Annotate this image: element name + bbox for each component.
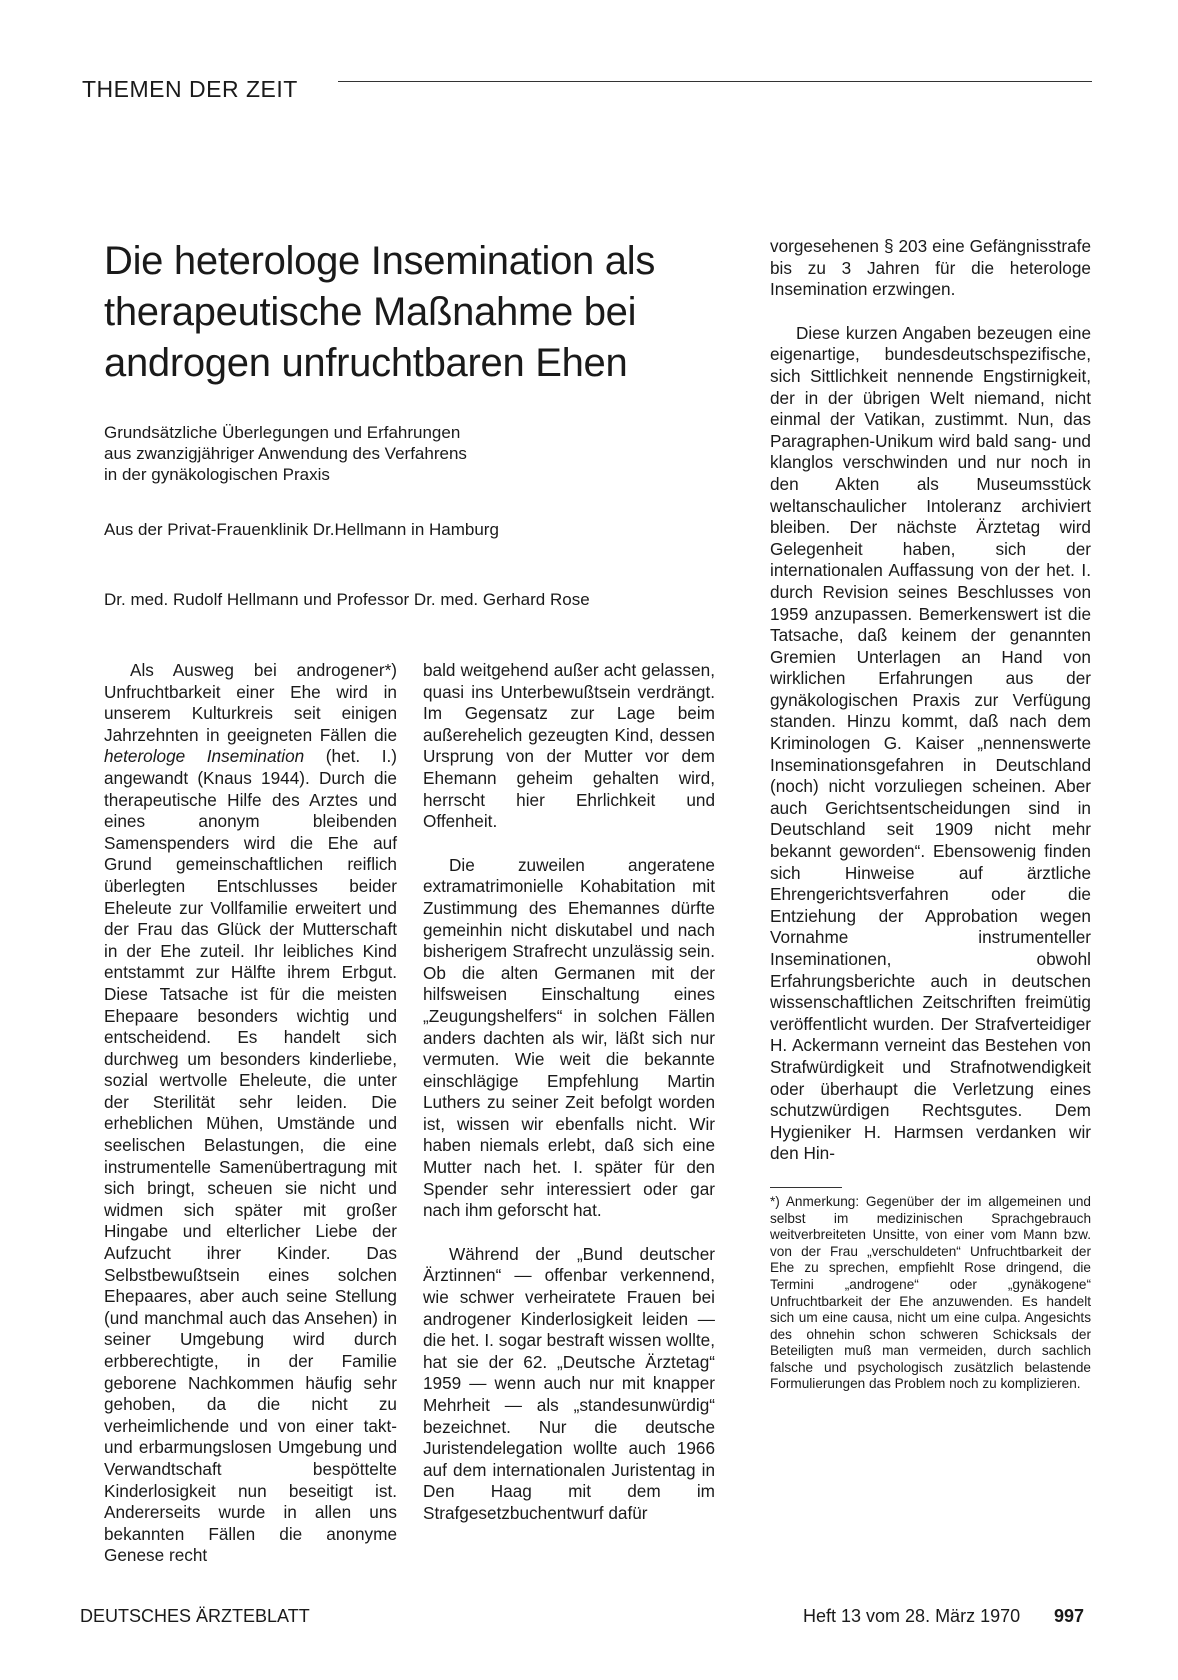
body-column-1 [104,660,397,1589]
paragraph: bald weitgehend außer acht gelassen, quasi ins Unterbewußtsein verdrängt. Im Gegensatz zur Lage beim außerehelich gezeugten Kind, dessen Ursprung von der Mutter vor dem Ehemann geheim gehalten wird, herrscht hier Ehrlichkeit und Offenheit. [423,660,715,832]
body-column-2 [423,660,715,1547]
subtitle-line: aus zwanzigjähriger Anwendung des Verfahrens [104,444,467,463]
paragraph [104,660,397,1567]
article-subtitle [104,422,704,485]
issue-info: Heft 13 vom 28. März 1970 [803,1606,1021,1626]
paragraph-text: Als Ausweg bei androgener*) Unfruchtbarkeit einer Ehe wird in unserem Kulturkreis seit einigen Jahrzehnten in geeigneten Fällen die [104,660,397,745]
journal-name: DEUTSCHES ÄRZTEBLATT [80,1606,310,1626]
paragraph: vorgesehenen § 203 eine Gefängnisstrafe bis zu 3 Jahren für die heterologe Insemination erzwingen. [770,236,1091,300]
subtitle-line: Grundsätzliche Überlegungen und Erfahrungen [104,423,461,442]
article-title [104,236,764,389]
authors: Dr. med. Rudolf Hellmann und Professor Dr. med. Gerhard Rose [104,590,590,609]
paragraph: Diese kurzen Angaben bezeugen eine eigenartige, bundesdeutschspezifische, sich Sittlichkeit nennende Engstirnigkeit, der in der übrigen Welt niemand, nicht einmal der Vatikan, zustimmt. Nun, das Paragraphen-Unikum wird bald sang- und klanglos verschwinden und nur noch in den Akten als Museumsstück weltanschaulicher Intoleranz archiviert bleiben. Der nächste Ärztetag wird Gelegenheit haben, sich der internationalen Auffassung von der het. I. durch Revision seines Beschlusses von 1959 anzupassen. Bemerkenswert ist die Tatsache, daß keinem der genannten Gremien Unterlagen an Hand von wirklichen Erfahrungen aus der gynäkologischen Praxis zur Verfügung standen. Hinzu kommt, daß nach dem Kriminologen G. Kaiser „nennenswerte Inseminationsgefahren in Deutschland (noch) nicht vorzuliegen scheinen. Aber auch Gerichtsentscheidungen sind in Deutschland seit 1909 nicht mehr bekannt geworden“. Ebensowenig finden sich Hinweise auf ärztliche Ehrengerichtsverfahren oder die Entziehung der Approbation wegen Vornahme instrumenteller Inseminationen, obwohl Erfahrungsberichte auch in deutschen wissenschaftlichen Zeitschriften freimütig veröffentlicht wurden. Der Strafverteidiger H. Ackermann verneint das Bestehen von Strafwürdigkeit und Strafnotwendigkeit oder überhaupt die Verletzung eines schutzwürdigen Rechtsgutes. Dem Hygieniker H. Harmsen verdanken wir den Hin- [770,322,1091,1164]
page-number: 997 [1054,1606,1085,1626]
title-line: Die heterologe Insemination als [104,239,656,283]
affiliation: Aus der Privat-Frauenklinik Dr.Hellmann in Hamburg [104,520,499,539]
paragraph: Während der „Bund deutscher Ärztinnen“ — offenbar verkennend, wie schwer verheiratete Frauen bei androgener Kinderlosigkeit leiden — die het. I. sogar bestraft wissen wollte, hat sie der 62. „Deutsche Ärztetag“ 1959 — wenn auch nur mit knapper Mehrheit — als „standesunwürdig“ bezeichnet. Nur die deutsche Juristendelegation wollte auch 1966 auf dem internationalen Juristentag in Den Haag mit dem im Strafgesetzbuchentwurf dafür [423,1243,715,1523]
title-line: therapeutische Maßnahme bei [104,290,637,334]
footnote: *) Anmerkung: Gegenüber der im allgemeinen und selbst im medizinischen Sprachgebrauch weitverbreiteten Unsitte, von einer vom Mann bzw. von der Frau „verschuldeten“ Unfruchtbarkeit der Ehe zu sprechen, empfiehlt Rose dringend, die Termini „androgene“ oder „gynäkogene“ Unfruchtbarkeit der Ehe anzuwenden. Es handelt sich um eine causa, nicht um eine culpa. Angesichts des ohnehin schon schweren Schicksals der Beteiligten muß man vermeiden, durch sachlich falsche und psychologisch zusätzlich belastende Formulierungen das Problem noch zu komplizieren. [770,1193,1091,1392]
emphasis-term: heterologe Insemination [104,746,305,767]
title-line: androgen unfruchtbaren Ehen [104,341,628,385]
subtitle-line: in der gynäkologischen Praxis [104,465,330,484]
section-label: THEMEN DER ZEIT [82,76,298,102]
footnote-rule [770,1187,842,1188]
paragraph-text: (het. I.) angewandt (Knaus 1944). Durch die therapeutische Hilfe des Arztes und eines anonym bleibenden Samenspenders wird die Ehe auf Grund gemeinschaftlichen reiflich überlegten Entschlusses beider Eheleute zur Vollfamilie erweitert und der Frau das Glück der Mutterschaft in der Ehe zuteil. Ihr leibliches Kind entstammt zur Hälfte ihrem Erbgut. Diese Tatsache ist für die meisten Ehepaare besonders wichtig und entscheidend. Es handelt sich durchweg um besonders kinderliebe, sozial wertvolle Eheleute, die unter der Sterilität sehr leiden. Die erheblichen Mühen, Umstände und seelischen Belastungen, die eine instrumentelle Samenübertragung mit sich bringt, scheuen sie nicht und widmen sich später mit großer Hingabe und elterlicher Liebe der Aufzucht ihrer Kinder. Das Selbstbewußtsein eines solchen Ehepaares, aber auch seine Stellung (und manchmal auch das Ansehen) in seiner Umgebung wird durch erbberechtigte, in der Familie geborene Nachkommen häufig sehr gehoben, da die nicht zu verheimlichende und von einer takt- und erbarmungslosen Umgebung und Verwandtschaft bespöttelte Kinderlosigkeit nun beseitigt ist. Andererseits wurde in allen uns bekannten Fällen die anonyme Genese recht [104,746,397,1566]
paragraph: Die zuweilen angeratene extramatrimonielle Kohabitation mit Zustimmung des Ehemannes dürfte gemeinhin nicht diskutabel und nach bisherigem Strafrecht unzulässig sein. Ob die alten Germanen mit der hilfsweisen Einschaltung eines „Zeugungshelfers“ in solchen Fällen anders dachten als wir, läßt sich nur vermuten. Wie weit die bekannte einschlägige Empfehlung Martin Luthers zu seiner Zeit befolgt worden ist, wissen wir ebenfalls nicht. Wir haben niemals erlebt, daß sich eine Mutter nach het. I. später für den Spender sehr interessiert oder gar nach ihm geforscht hat. [423,854,715,1221]
header-rule [338,81,1092,82]
body-column-3 [770,236,1091,1393]
